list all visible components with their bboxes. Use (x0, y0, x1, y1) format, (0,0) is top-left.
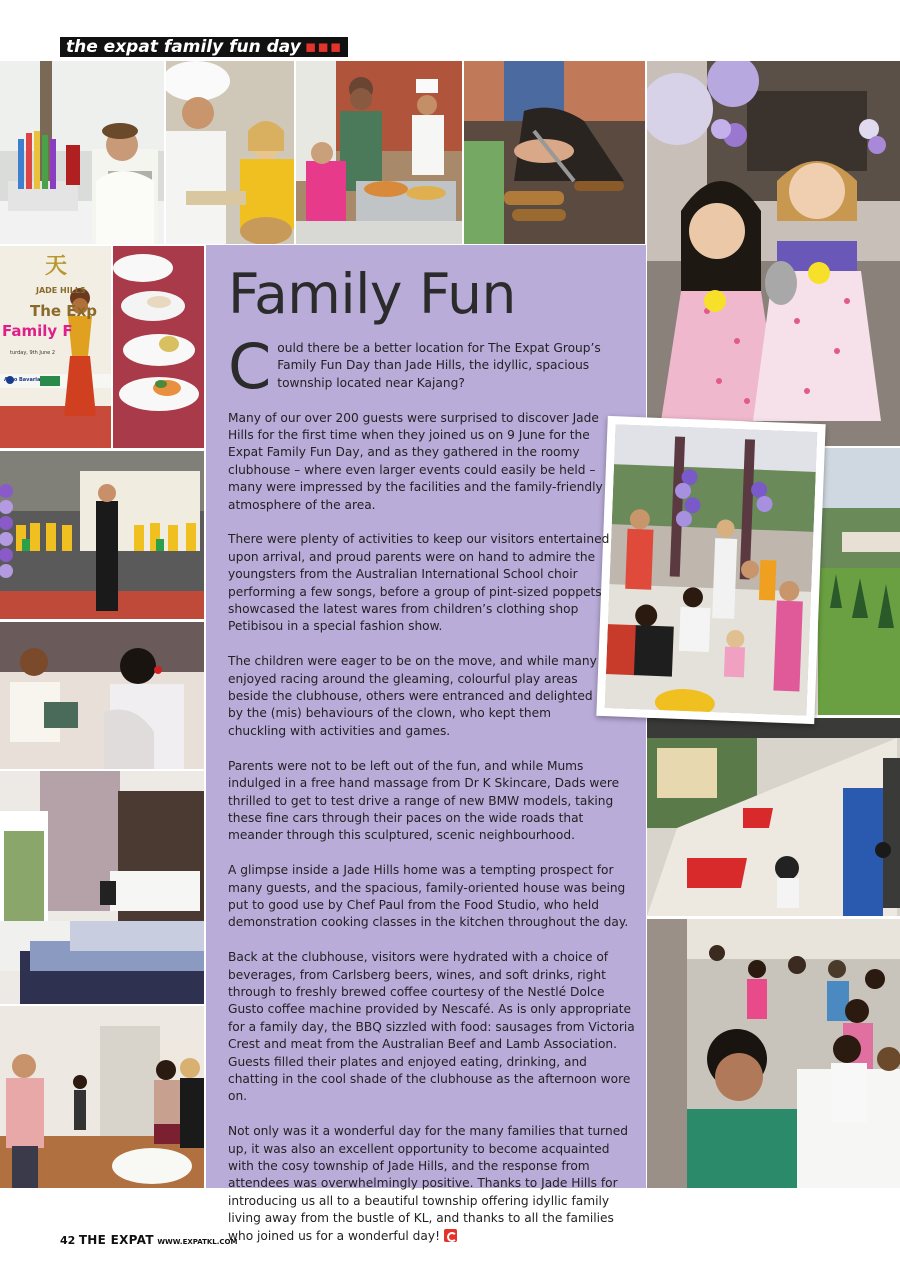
section-tag (60, 37, 348, 57)
article-closing-text: Not only was it a wonderful day for the many families that turned up, it was also an excellent opportunity to become acquainted with the cosy township of Jade Hills, and the response from attendees was overwhelmingly positive. Thanks to Jade Hills for introducing us all to a beautiful township offering idyllic family living away from the bustle of KL, and thanks to all the families who joined us for a wonderful day! (228, 1124, 628, 1243)
drop-cap: C (228, 330, 272, 403)
photo-play-area (647, 718, 900, 916)
photo-school-choir (0, 451, 204, 619)
end-mark-icon (444, 1229, 457, 1242)
jade-hills-logo-icon: 天 (44, 254, 67, 279)
photo-canape-spoons (113, 246, 204, 448)
banner-sponsor: Auto Bavaria (4, 377, 41, 383)
photo-hand-massage (0, 622, 204, 769)
section-tag-dots: ▪▪▪ (304, 37, 343, 57)
article-paragraph-last (228, 1123, 638, 1245)
article-paragraph: Many of our over 200 guests were surprised to discover Jade Hills for the first time when they joined us on 9 June for the Expat Family Fun Day, and as they gathered in the roomy clubhouse – where even larger events could easily be held – many were impressed by the facilities and the family-friendly atmosphere of the area. (228, 410, 603, 512)
photo-house-tour (0, 1006, 204, 1188)
photo-guests-dining (647, 919, 900, 1188)
article-paragraph: The children were eager to be on the move, and while many enjoyed racing around the gleaming, colourful play areas beside the clubhouse, others were entranced and delighted by the (mis) behaviours of the clown, who kept them chuckling with activities and games. (228, 654, 597, 738)
banner-line-2: Family F (2, 322, 73, 340)
photo-master-bedroom (0, 771, 204, 1004)
photo-coffee-station (0, 61, 164, 244)
page-number: 42 (60, 1234, 76, 1247)
article-lead (228, 330, 610, 403)
banner-line-1: The Exp (30, 302, 97, 320)
magazine-brand: THE EXPAT (78, 1233, 154, 1247)
page-footer (60, 1233, 237, 1247)
lead-text: ould there be a better location for The Expat Group’s Family Fun Day than Jade Hills, the idyllic, spacious township located near Kajang? (277, 341, 601, 390)
banner-date: turday, 9th June 2 (10, 350, 56, 356)
photo-stage-dancer (0, 246, 111, 448)
article-paragraph: There were plenty of activities to keep our visitors entertained upon arrival, and proud parents were on hand to admire the youngsters from the Australian International School choir performing a few songs, before a group of pint-sized poppets showcased the latest wares from children’s clothing shop Petibisou in a special fashion show. (228, 532, 610, 634)
banner-brand: JADE HILLS (36, 286, 86, 295)
photo-bbq-grill (464, 61, 645, 244)
magazine-url: WWW.EXPATKL.COM (157, 1238, 238, 1246)
photo-two-girls-balloons (647, 61, 900, 446)
photo-buffet-serving (296, 61, 462, 244)
article-paragraph: A glimpse inside a Jade Hills home was a tempting prospect for many guests, and the spacious, family-oriented house was being put to good use by Chef Paul from the Food Studio, who held demonstration cooking classes in the kitchen throughout the day. (228, 863, 629, 930)
article-body (228, 330, 638, 1262)
photo-chef-with-child (166, 61, 294, 244)
article-paragraph: Back at the clubhouse, visitors were hydrated with a choice of beverages, from Carlsberg beers, wines, and soft drinks, right through to freshly brewed coffee courtesy of the Nestlé Dolce Gusto coffee machine provided by Nescafé. As is only appropriate for a family day, the BBQ sizzled with food: sausages from Victoria Crest and meat from the Australian Beef and Lamb Association. Guests filled their plates and enjoyed eating, drinking, and chatting in the cool shade of the clubhouse as the afternoon wore on. (228, 950, 635, 1104)
article-paragraph: Parents were not to be left out of the fun, and while Mums indulged in a free hand massage from Dr K Skincare, Dads were thrilled to get to test drive a range of new BMW models, taking these fine cars through their paces on the wide roads that meander through this sculptured, scenic neighbourhood. (228, 758, 620, 843)
section-tag-label: the expat family fun day (66, 37, 301, 57)
article-title: Family Fun (228, 262, 516, 326)
